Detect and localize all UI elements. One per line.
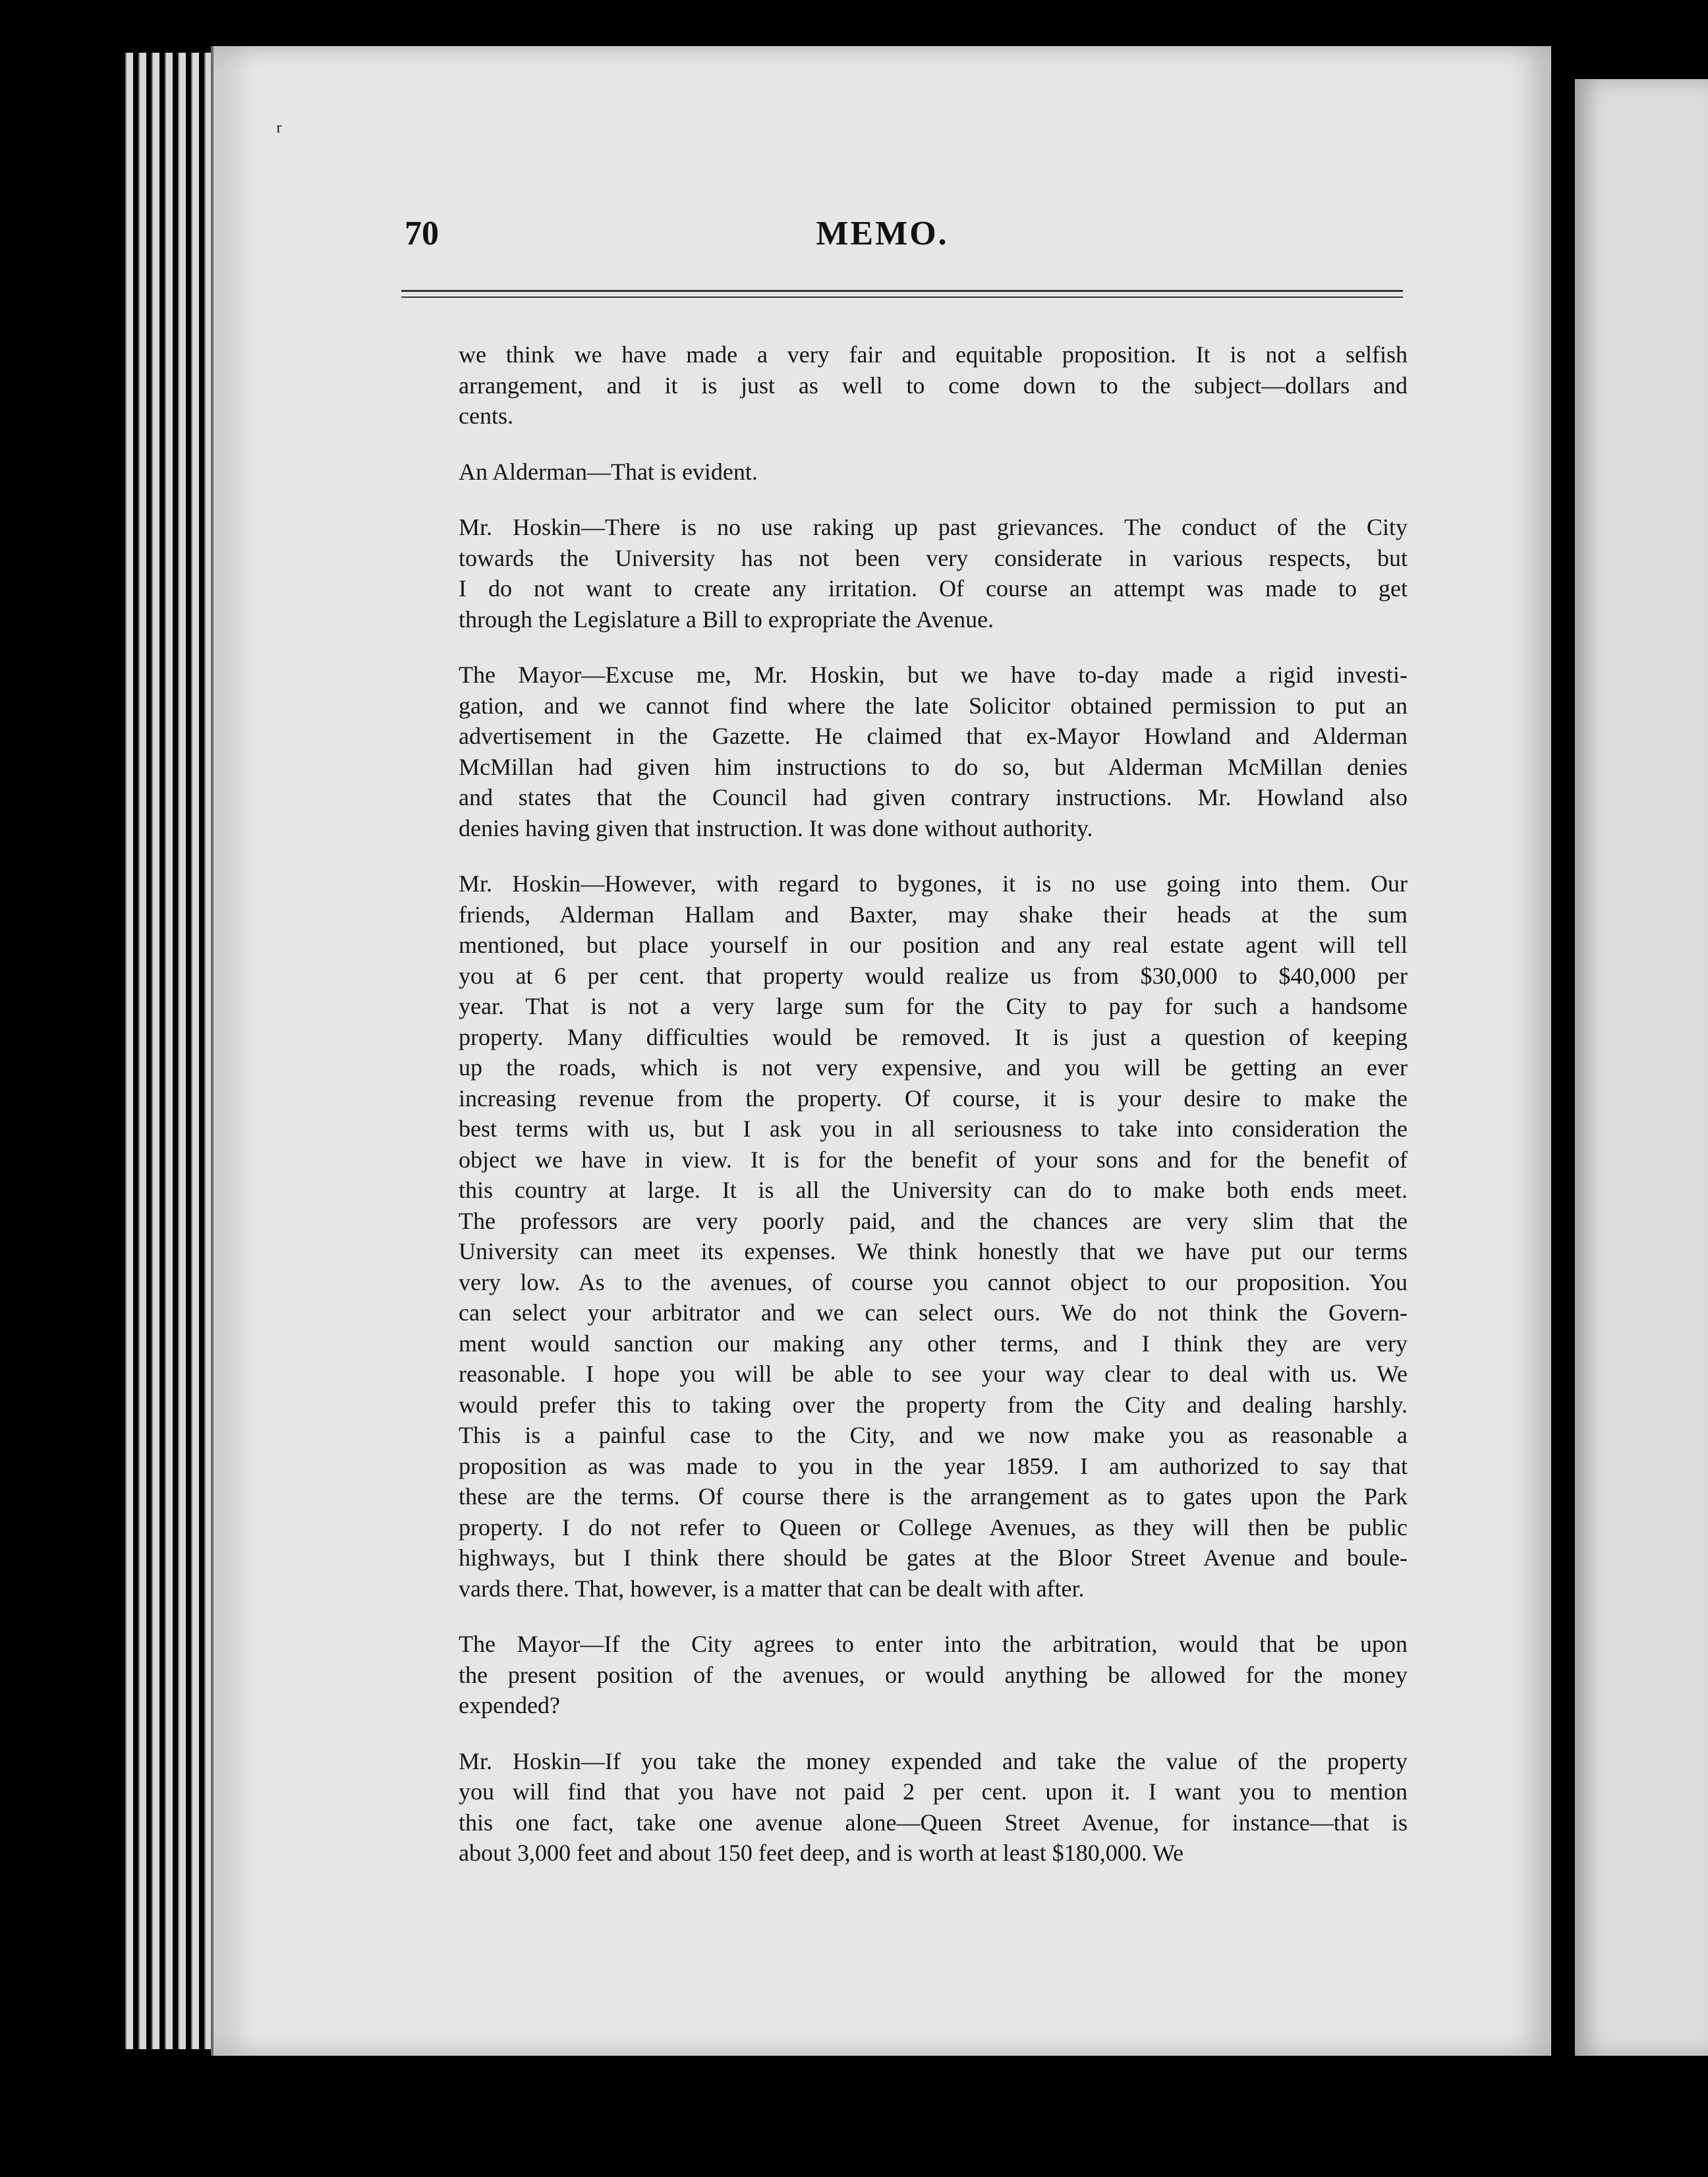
paragraph: [459, 457, 1408, 488]
text-line: The professors are very poorly paid, and the chances are very slim that the: [459, 1207, 1408, 1234]
paragraph: [459, 339, 1408, 432]
header-rule-secondary: [401, 297, 1403, 298]
text-line: McMillan had given him instructions to do so, but Alderman McMillan denies: [459, 753, 1408, 780]
text-line: these are the terms. Of course there is the arrangement as to gates upon the Park: [459, 1483, 1408, 1510]
text-line: you will find that you have not paid 2 per cent. upon it. I want you to mention: [459, 1778, 1408, 1805]
page-body: [459, 339, 1408, 1869]
text-line: An Alderman—That is evident.: [459, 458, 758, 485]
text-line: up the roads, which is not very expensive, and you will be getting an ever: [459, 1054, 1408, 1081]
text-line: friends, Alderman Hallam and Baxter, may shake their heads at the sum: [459, 901, 1408, 928]
header-rule: [401, 290, 1403, 292]
text-line: would prefer this to taking over the property from the City and dealing harshly.: [459, 1391, 1408, 1418]
text-line: this country at large. It is all the University can do to make both ends meet.: [459, 1177, 1408, 1203]
text-line: mentioned, but place yourself in our position and any real estate agent will tell: [459, 932, 1408, 958]
text-line: very low. As to the avenues, of course you cannot object to our proposition. You: [459, 1268, 1408, 1295]
book-page: [211, 46, 1551, 2056]
running-title: MEMO.: [816, 215, 949, 252]
text-line: Mr. Hoskin—However, with regard to bygones, it is no use going into them. Our: [459, 870, 1408, 897]
paragraph: [459, 1629, 1408, 1721]
text-line: highways, but I think there should be gates at the Bloor Street Avenue and boule-: [459, 1544, 1408, 1571]
text-line: best terms with us, but I ask you in all seriousness to take into consideration the: [459, 1116, 1408, 1142]
paragraph: [459, 512, 1408, 635]
paragraph: [459, 868, 1408, 1604]
text-line: this one fact, take one avenue alone—Queen Street Avenue, for instance—that is: [459, 1809, 1408, 1836]
text-line: about 3,000 feet and about 150 feet deep, and is worth at least $180,000. We: [459, 1840, 1184, 1866]
text-line: I do not want to create any irritation. Of course an attempt was made to get: [459, 575, 1408, 602]
text-line: property. I do not refer to Queen or College Avenues, as they will then be public: [459, 1513, 1408, 1541]
text-line: cents.: [459, 403, 513, 429]
text-line: expended?: [459, 1692, 560, 1718]
paragraph: [459, 660, 1408, 843]
text-line: The Mayor—Excuse me, Mr. Hoskin, but we have to-day made a rigid investi-: [459, 662, 1408, 688]
text-line: the present position of the avenues, or would anything be allowed for the money: [459, 1661, 1408, 1688]
text-line: you at 6 per cent. that property would realize us from $30,000 to $40,000 per: [459, 962, 1408, 989]
text-line: year. That is not a very large sum for the City to pay for such a handsome: [459, 993, 1408, 1019]
text-line: gation, and we cannot find where the late Solicitor obtained permission to put an: [459, 692, 1408, 719]
text-line: can select your arbitrator and we can select ours. We do not think the Govern-: [459, 1299, 1408, 1326]
text-line: towards the University has not been very considerate in various respects, but: [459, 544, 1408, 571]
page-number: 70: [405, 215, 439, 252]
text-line: we think we have made a very fair and equitable proposition. It is not a selfish: [459, 341, 1408, 368]
text-line: Mr. Hoskin—If you take the money expended and take the value of the property: [459, 1747, 1408, 1774]
text-line: ment would sanction our making any other terms, and I think they are very: [459, 1330, 1408, 1357]
text-line: arrangement, and it is just as well to come down to the subject—dollars and: [459, 372, 1408, 399]
page-stack-edges: [99, 53, 224, 2049]
text-line: proposition as was made to you in the year 1859. I am authorized to say that: [459, 1452, 1408, 1479]
text-line: The Mayor—If the City agrees to enter into the arbitration, would that be upon: [459, 1631, 1408, 1657]
text-line: advertisement in the Gazette. He claimed that ex-Mayor Howland and Alderman: [459, 723, 1408, 749]
text-line: vards there. That, however, is a matter that can be dealt with after.: [459, 1575, 1085, 1602]
text-line: denies having given that instruction. It was done without authority.: [459, 814, 1093, 841]
text-line: reasonable. I hope you will be able to see your way clear to deal with us. We: [459, 1361, 1408, 1387]
text-line: through the Legislature a Bill to expropriate the Avenue.: [459, 606, 994, 633]
text-line: increasing revenue from the property. Of course, it is your desire to make the: [459, 1085, 1408, 1112]
text-line: object we have in view. It is for the benefit of your sons and for the benefit of: [459, 1146, 1408, 1173]
text-line: University can meet its expenses. We think honestly that we have put our terms: [459, 1238, 1408, 1264]
paragraph: [459, 1746, 1408, 1869]
adjacent-page: [1575, 79, 1708, 2056]
margin-mark: ʳ: [276, 116, 282, 146]
text-line: property. Many difficulties would be removed. It is just a question of keeping: [459, 1023, 1408, 1050]
text-line: Mr. Hoskin—There is no use raking up past grievances. The conduct of the City: [459, 514, 1408, 540]
text-line: This is a painful case to the City, and we now make you as reasonable a: [459, 1422, 1408, 1448]
text-line: and states that the Council had given contrary instructions. Mr. Howland also: [459, 784, 1408, 810]
